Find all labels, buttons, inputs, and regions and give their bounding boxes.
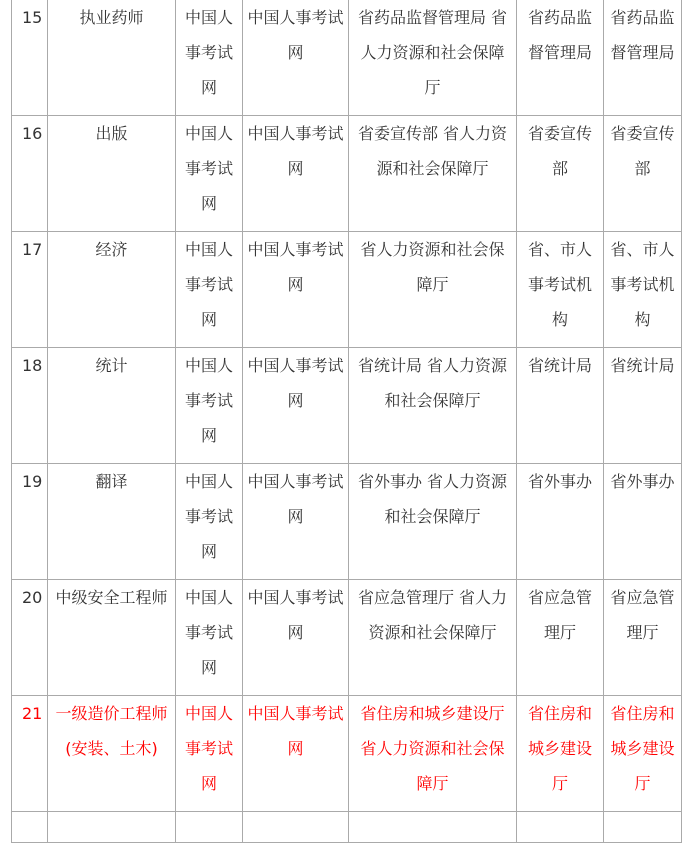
score-query-site-cell: 中国人事考试网 <box>243 232 349 348</box>
empty-cell <box>243 812 349 843</box>
table-row <box>12 580 682 696</box>
registration-website-cell: 中国人事考试网 <box>176 464 243 580</box>
table-row <box>12 116 682 232</box>
registration-website-cell: 中国人事考试网 <box>176 0 243 116</box>
score-query-site-cell: 中国人事考试网 <box>243 464 349 580</box>
exam-table-container <box>11 0 681 843</box>
organizing-authority-cell: 省统计局 省人力资源和社会保障厅 <box>349 348 517 464</box>
certificate-issuer-cell: 省住房和城乡建设厅 <box>604 696 682 812</box>
organizing-authority-cell: 省应急管理厅 省人力资源和社会保障厅 <box>349 580 517 696</box>
organizing-authority-cell: 省住房和城乡建设厅 省人力资源和社会保障厅 <box>349 696 517 812</box>
organizing-authority-cell: 省药品监督管理局 省人力资源和社会保障厅 <box>349 0 517 116</box>
certificate-issuer-cell: 省应急管理厅 <box>604 580 682 696</box>
exam-name-cell: 经济 <box>48 232 176 348</box>
exam-name-cell: 统计 <box>48 348 176 464</box>
row-number-cell: 18 <box>12 348 48 464</box>
exam-organizer-cell: 省应急管理厅 <box>517 580 604 696</box>
empty-cell <box>349 812 517 843</box>
registration-website-cell: 中国人事考试网 <box>176 348 243 464</box>
organizing-authority-cell: 省委宣传部 省人力资源和社会保障厅 <box>349 116 517 232</box>
score-query-site-cell: 中国人事考试网 <box>243 580 349 696</box>
table-body <box>12 0 682 843</box>
exam-name-cell: 执业药师 <box>48 0 176 116</box>
row-number-cell: 19 <box>12 464 48 580</box>
exam-organizer-cell: 省药品监督管理局 <box>517 0 604 116</box>
exam-organizer-cell: 省、市人事考试机构 <box>517 232 604 348</box>
score-query-site-cell: 中国人事考试网 <box>243 348 349 464</box>
empty-cell <box>48 812 176 843</box>
table-row <box>12 696 682 812</box>
score-query-site-cell: 中国人事考试网 <box>243 0 349 116</box>
score-query-site-cell: 中国人事考试网 <box>243 116 349 232</box>
certificate-issuer-cell: 省委宣传部 <box>604 116 682 232</box>
exam-organizer-cell: 省外事办 <box>517 464 604 580</box>
table-row <box>12 0 682 116</box>
organizing-authority-cell: 省外事办 省人力资源和社会保障厅 <box>349 464 517 580</box>
score-query-site-cell: 中国人事考试网 <box>243 696 349 812</box>
registration-website-cell: 中国人事考试网 <box>176 696 243 812</box>
row-number-cell: 16 <box>12 116 48 232</box>
table-row-continuation <box>12 812 682 843</box>
row-number-cell: 21 <box>12 696 48 812</box>
empty-cell <box>604 812 682 843</box>
exam-organizer-cell: 省委宣传部 <box>517 116 604 232</box>
row-number-cell: 17 <box>12 232 48 348</box>
exam-name-cell: 翻译 <box>48 464 176 580</box>
empty-cell <box>12 812 48 843</box>
registration-website-cell: 中国人事考试网 <box>176 116 243 232</box>
exam-name-cell: 出版 <box>48 116 176 232</box>
row-number-cell: 20 <box>12 580 48 696</box>
exam-organizer-cell: 省住房和城乡建设厅 <box>517 696 604 812</box>
exam-organizer-cell: 省统计局 <box>517 348 604 464</box>
exam-name-cell: 中级安全工程师 <box>48 580 176 696</box>
certificate-issuer-cell: 省统计局 <box>604 348 682 464</box>
registration-website-cell: 中国人事考试网 <box>176 232 243 348</box>
certificate-issuer-cell: 省外事办 <box>604 464 682 580</box>
empty-cell <box>176 812 243 843</box>
row-number-cell: 15 <box>12 0 48 116</box>
certificate-issuer-cell: 省药品监督管理局 <box>604 0 682 116</box>
exam-table <box>11 0 682 843</box>
table-row <box>12 348 682 464</box>
table-row <box>12 232 682 348</box>
organizing-authority-cell: 省人力资源和社会保障厅 <box>349 232 517 348</box>
registration-website-cell: 中国人事考试网 <box>176 580 243 696</box>
table-row <box>12 464 682 580</box>
exam-name-cell: 一级造价工程师(安装、土木) <box>48 696 176 812</box>
empty-cell <box>517 812 604 843</box>
certificate-issuer-cell: 省、市人事考试机构 <box>604 232 682 348</box>
